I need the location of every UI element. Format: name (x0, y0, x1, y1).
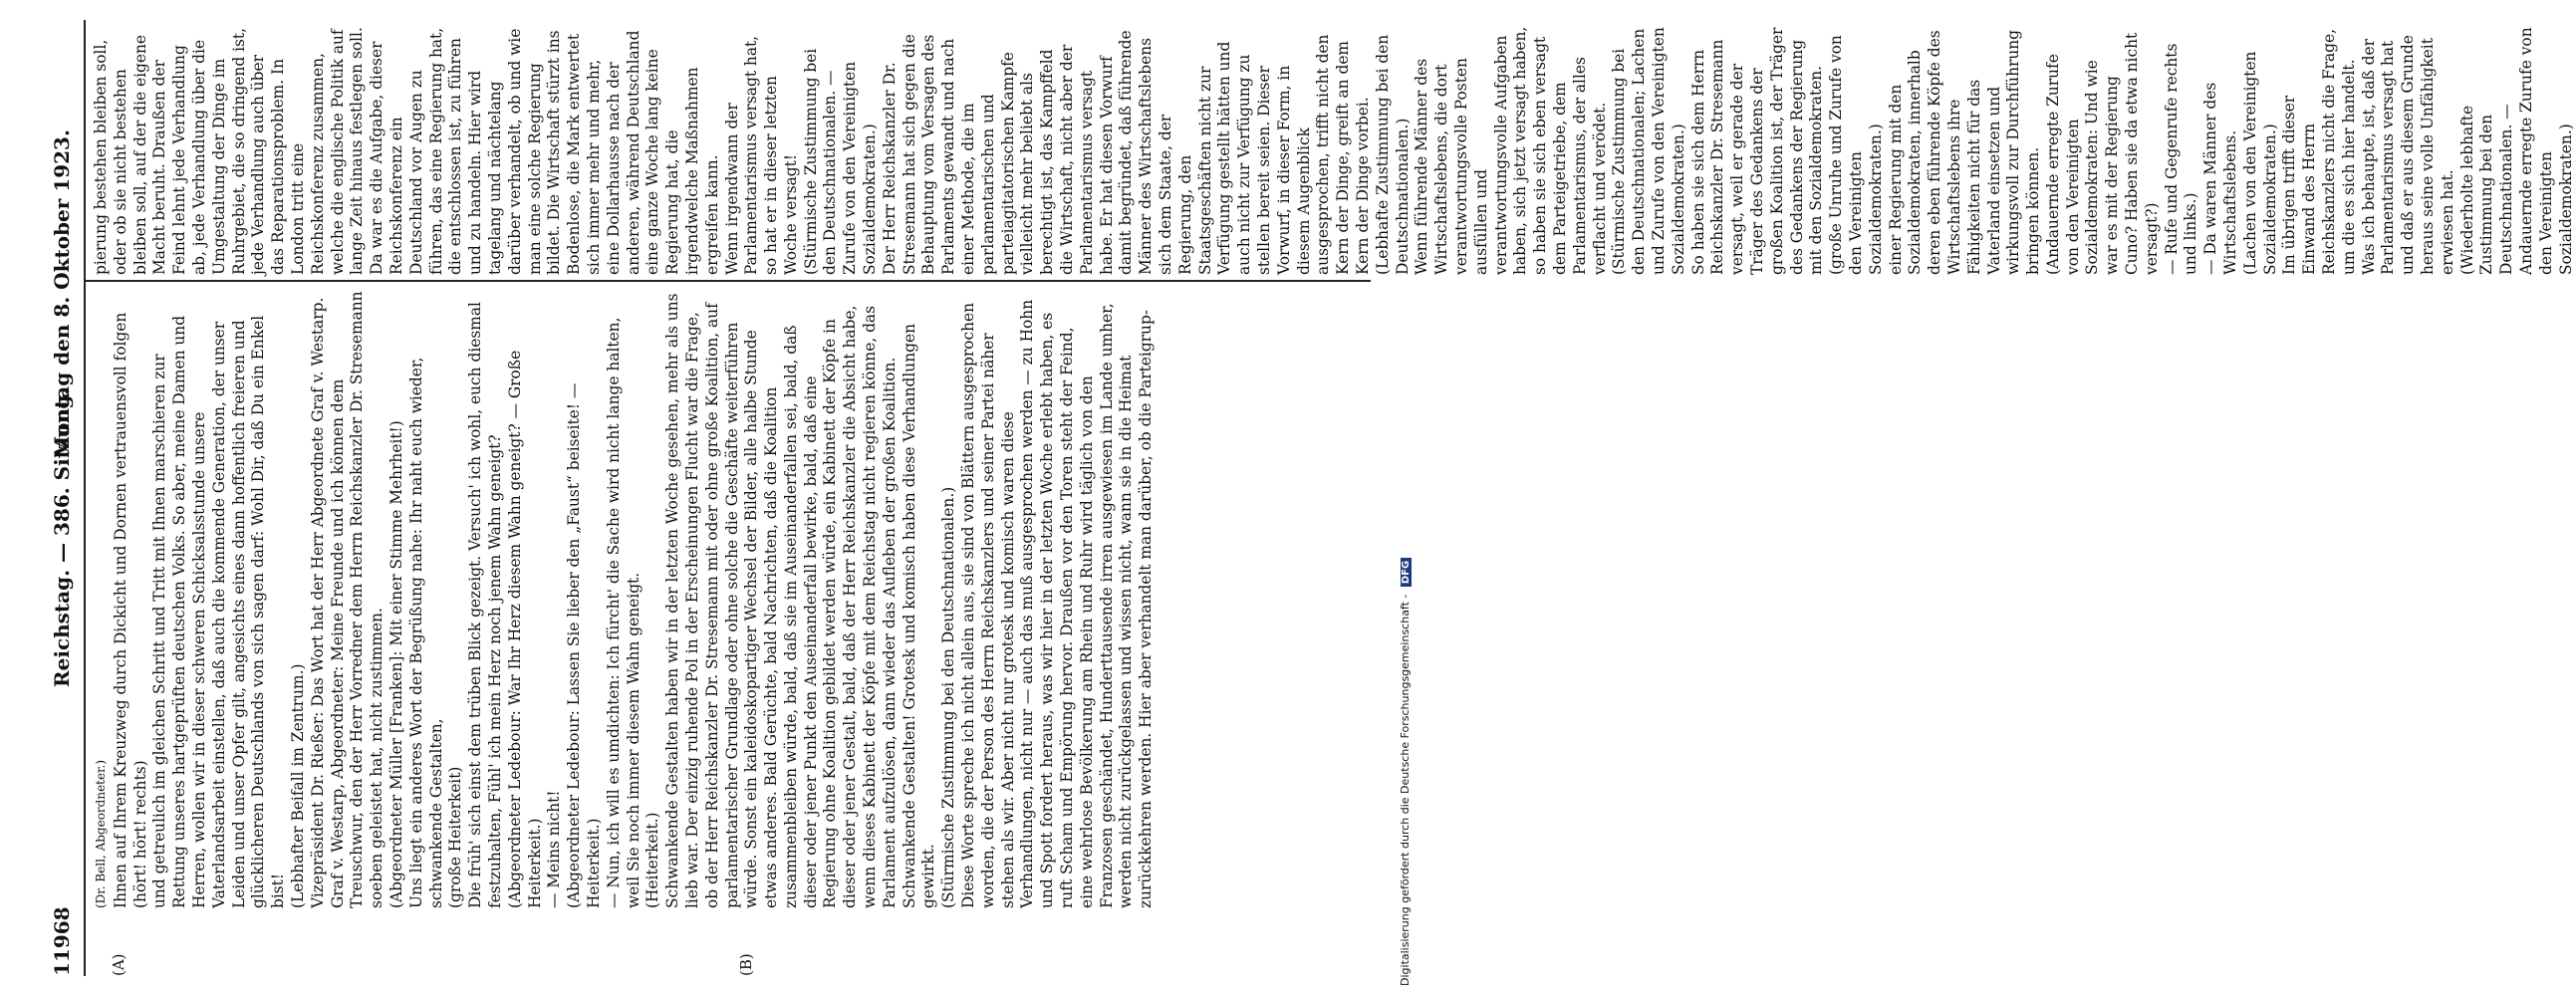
left-column (92, 291, 1157, 908)
speaker-note: (Dr. Bell, Abgeordneter.) (94, 759, 108, 908)
margin-marker-a: (A) (110, 953, 128, 976)
page-number: 11968 (50, 906, 74, 976)
margin-marker-b: (B) (737, 953, 755, 976)
digitization-sidebar (1385, 10, 1424, 986)
right-column-text: pierung bestehen bleiben soll, oder ob sie nicht bestehen bleiben soll, auf der die eigene Macht beruht. Draußen der Feind lehnt jede Verhandlung ab, jede Verhandlung über die Umgestaltung der Dinge im Ruhrgebiet, die so dringend ist, jede Verhandlung auch über das Reparationsproblem. In London tritt eine Reichskonferenz zusammen, welche die englische Politik auf lange Zeit hinaus festlegen soll. Da war es die Aufgabe, dieser Reichskonferenz ein Deutschland vor Augen zu führen, das eine Regierung hat, die entschlossen ist, zu führen und zu handeln. Hier wird tagelang und nächtelang darüber verhandelt, ob und wie man eine solche Regierung bildet. Die Wirtschaft stürzt ins Bodenlose, die Mark entwertet sich immer mehr und mehr, eine Dollarhausse nach der anderen, während Deutschland eine ganze Woche lang keine Regierung hat, die irgendwelche Maßnahmen ergreifen kann. Wenn irgendwann der Parlamentarismus versagt hat, so hat er in dieser letzten Woche versagt! (Stürmische Zustimmung bei den Deutschnationalen. — Zurufe von den Vereinigten Sozialdemokraten.) Der Herr Reichskanzler Dr. Stresemann hat sich gegen die Behauptung vom Versagen des Parlaments gewandt und nach einer Methode, die im parlamentarischen und parteiagitatorischen Kampfe vielleicht mehr beliebt als berechtigt ist, das Kampffeld die Wirtschaft, nicht aber der Parlamentarismus versagt habe. Er hat diesen Vorwurf damit begründet, daß führende Männer des Wirtschaftslebens sich dem Staate, der Regierung, den Staatsgeschäften nicht zur Verfügung gestellt hätten und auch nicht zur Verfügung zu stellen bereit seien. Dieser Vorwurf, in dieser Form, in diesem Augenblick ausgesprochen, trifft nicht den Kern der Dinge, greift an dem Kern der Dinge vorbei. (Lebhafte Zustimmung bei den Deutschnationalen.) Wenn führende Männer des Wirtschaftslebens, die dort verantwortungsvolle Posten ausfüllen und verantwortungsvolle Aufgaben haben, sich jetzt versagt haben, so haben sie sich eben versagt dem Parteigetriebe, dem Parlamentarismus, der alles verflacht und verödet. (Stürmische Zustimmung bei den Deutschnationalen; Lachen und Zurufe von den Vereinigten Sozialdemokraten.) So haben sie sich dem Herrn Reichskanzler Dr. Stresemann versagt, weil er gerade der Träger des Gedankens der großen Koalition ist, der Träger des Gedankens der Regierung mit den Sozialdemokraten. (große Unruhe und Zurufe von den Vereinigten Sozialdemokraten.) einer Regierung mit den Sozialdemokraten, innerhalb deren eben führende Köpfe des Wirtschaftslebens ihre Fähigkeiten nicht für das Vaterland einsetzen und wirkungsvoll zur Durchführung bringen können. (Andauernde erregte Zurufe von den Vereinigten Sozialdemokraten: Und wie war es mit der Regierung Cuno? Haben sie da etwa nicht versagt?) — Rufe und Gegenrufe rechts und links.) — Da waren Männer des Wirtschaftslebens. (Lachen von den Vereinigten Sozialdemokraten.) Im übrigen trifft dieser Einwand des Herrn Reichskanzlers nicht die Frage, um die es sich hier handelt. Was ich behaupte, ist, daß der Parlamentarismus versagt hat und daß er aus diesem Grunde heraus seine volle Unfähigkeit erwiesen hat. (Wiederholte lebhafte Zustimmung bei den Deutschnationalen. — Andauernde erregte Zurufe von den Vereinigten Sozialdemokraten.) (92, 26, 2575, 275)
session-title: Reichstag. — 386. Sitzung. (50, 387, 74, 687)
right-column (92, 26, 2576, 275)
digitization-credit (1399, 10, 1412, 986)
dfg-logo: DFG (1401, 558, 1412, 587)
column-divider (86, 280, 1371, 282)
left-column-text: Ihnen auf Ihrem Kreuzweg durch Dickicht und Dornen vertrauensvoll folgen (hört! hört! rechts) und getreulich im gleichen Schritt und Tritt mit Ihnen marschieren zur Rettung unseres hartgeprüften deutschen Volks. So aber, meine Damen und Herren, wollen wir in dieser schweren Schicksalsstunde unsere Vaterlandsarbeit einstellen, daß auch die kommende Generation, der unser Leiden und unser Opfer gilt, angesichts eines dann hoffentlich freieren und glücklicheren Deutschlands von sich sagen darf: Wohl Dir, daß Du ein Enkel bist! (Lebhafter Beifall im Zentrum.) Vizepräsident Dr. Rießer: Das Wort hat der Herr Abgeordnete Graf v. Westarp. Graf v. Westarp, Abgeordneter: Meine Freunde und ich können dem Treuschwur, den der Herr Vorredner dem Herrn Reichskanzler Dr. Stresemann soeben geleistet hat, nicht zustimmen. (Abgeordneter Müller [Franken]: Mit einer Stimme Mehrheit!) Uns liegt ein anderes Wort der Begrüßung nahe: Ihr naht euch wieder, schwankende Gestalten, (große Heiterkeit) Die früh' sich einst dem trüben Blick gezeigt. Versuch' ich wohl, euch diesmal festzuhalten, Fühl' ich mein Herz noch jenem Wahn geneigt? (Abgeordneter Ledebour: War Ihr Herz diesem Wahn geneigt? — Große Heiterkeit.) — Meins nicht! (Abgeordneter Ledebour: Lassen Sie lieber den „Faust“ beiseite! — Heiterkeit.) — Nun, ich will es umdichten: Ich fürcht' die Sache wird nicht lange halten, weil Sie noch immer diesem Wahn geneigt. (Heiterkeit.) Schwankende Gestalten haben wir in der letzten Woche gesehen, mehr als uns lieb war. Der einzig ruhende Pol in der Erscheinungen Flucht war die Frage, ob der Herr Reichskanzler Dr. Stresemann mit oder ohne große Koalition, auf parlamentarischer Grundlage oder ohne solche die Geschäfte weiterführen würde. Sonst ein kaleidoskopartiger Wechsel der Bilder, alle halbe Stunde etwas anderes. Bald Gerüchte, bald Nachrichten, daß die Koalition zusammenbleiben würde, bald, daß sie im Auseinanderfallen sei, bald, daß dieser oder jener Punkt den Auseinanderfall bewirke, bald, daß eine Regierung ohne Koalition gebildet werden würde, ein Kabinett der Köpfe in dieser oder jener Gestalt, bald, daß der Herr Reichskanzler die Absicht habe, wenn dieses Kabinett der Köpfe mit dem Reichstag nicht regieren könne, das Parlament aufzulösen, dann wieder das Aufleben der großen Koalition. Schwankende Gestalten! Grotesk und komisch haben diese Verhandlungen gewirkt. (Stürmische Zustimmung bei den Deutschnationalen.) Diese Worte spreche ich nicht allein aus, sie sind von Blättern ausgesprochen worden, die der Person des Herrn Reichskanzlers und seiner Partei näher stehen als wir. Aber nicht nur grotesk und komisch waren diese Verhandlungen, nicht nur — auch das muß ausgesprochen werden — zu Hohn und Spott fordert heraus, was wir hier in der letzten Woche erlebt haben, es ruft Scham und Empörung hervor. Draußen vor den Toren steht der Feind, eine wehrlose Bevölkerung am Rhein und Ruhr wird täglich von den Franzosen geschändet, Hunderttausende irren ausgewiesen im Lande umher, werden nicht zurückgelassen und wissen nicht, wann sie in die Heimat zurückkehren werden. Hier aber verhandelt man darüber, ob die Parteigrup- (111, 291, 1156, 908)
session-date: Montag den 8. Oktober 1923. (50, 129, 74, 458)
digitization-note: Digitalisierung gefördert durch die Deutsche Forschungsgemeinschaft - (1399, 594, 1412, 986)
page-header (50, 20, 80, 976)
header-rule (84, 20, 86, 976)
